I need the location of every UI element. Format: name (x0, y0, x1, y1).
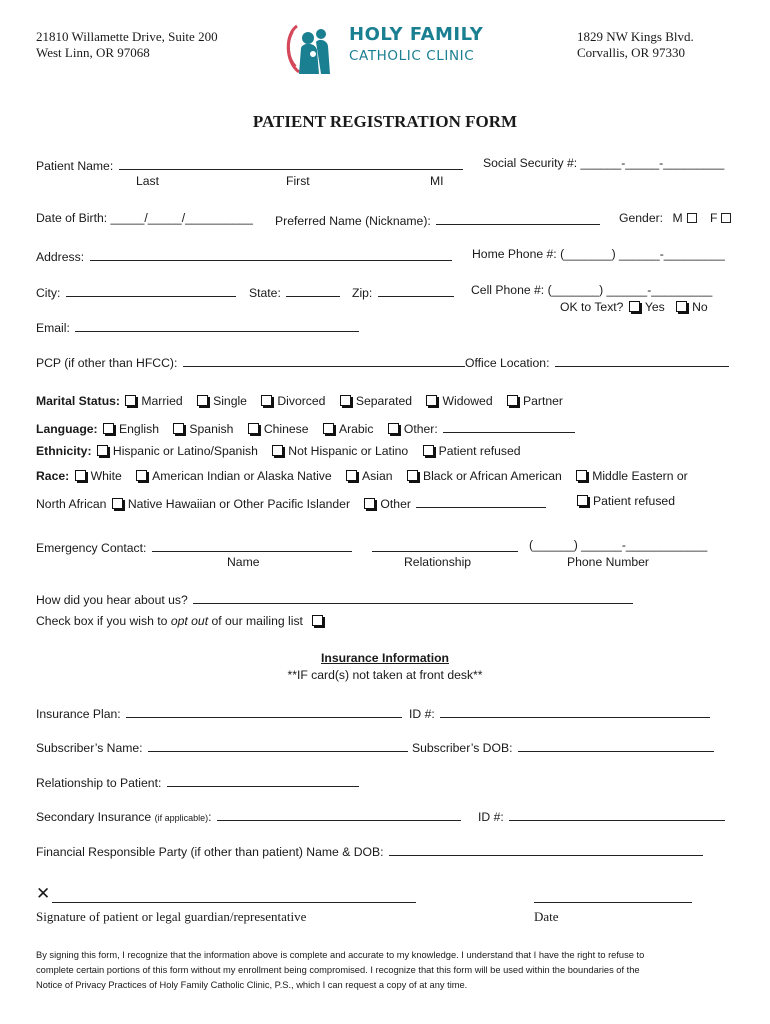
race-american-indian-label: American Indian or Alaska Native (152, 469, 332, 483)
insurance-heading: Insurance Information (321, 651, 449, 665)
marital-separated-label: Separated (355, 394, 413, 408)
language-chinese-checkbox[interactable] (248, 423, 259, 434)
ethnicity-row (36, 444, 530, 458)
emergency-phone-input[interactable]: (______) ______-____________ (529, 538, 708, 552)
hear-label: How did you hear about us? (36, 593, 188, 607)
subscriber-dob-row (412, 738, 714, 755)
signature-label: Signature of patient or legal guardian/representative (36, 909, 307, 924)
dob-row (36, 211, 253, 225)
subscriber-row (36, 738, 408, 755)
insurance-id-label: ID #: (409, 707, 435, 721)
city-input[interactable] (66, 283, 236, 297)
logo-subtitle: CATHOLIC CLINIC (349, 48, 475, 64)
subscriber-input[interactable] (148, 738, 408, 752)
sub-mi: MI (430, 174, 444, 188)
ethnicity-label: Ethnicity: (36, 444, 92, 458)
race-middle-eastern-checkbox[interactable] (576, 470, 587, 481)
address-right (577, 29, 694, 61)
insurance-id-row (409, 704, 710, 721)
address-left-line2: West Linn, OR 97068 (36, 45, 150, 60)
sub-name: Name (227, 555, 260, 569)
marital-widowed-label: Widowed (442, 394, 493, 408)
language-arabic-label: Arabic (338, 422, 374, 436)
gender-m-label: M (672, 211, 683, 225)
language-other-label: Other: (403, 422, 438, 436)
disclaimer (36, 948, 644, 993)
address-row (36, 247, 452, 264)
dob-input[interactable]: _____/_____/__________ (110, 211, 253, 225)
secondary-label: Secondary Insurance (36, 810, 152, 824)
emergency-row (36, 538, 352, 555)
cell-phone-row (471, 283, 712, 297)
ok-to-text-row (560, 300, 708, 314)
language-spanish-label: Spanish (189, 422, 234, 436)
language-spanish-checkbox[interactable] (173, 423, 184, 434)
home-phone-row (472, 247, 725, 261)
insurance-note: **IF card(s) not taken at front desk** (287, 668, 483, 682)
cell-phone-input[interactable]: (_______) ______-_________ (547, 283, 713, 297)
ethnicity-hispanic-checkbox[interactable] (97, 445, 108, 456)
marital-married-label: Married (141, 394, 183, 408)
pcp-row (36, 353, 465, 370)
marital-row (36, 394, 572, 408)
race-refused (575, 494, 675, 508)
form-title: PATIENT REGISTRATION FORM (252, 112, 518, 131)
gender-f-checkbox[interactable] (721, 213, 731, 223)
race-refused-checkbox[interactable] (577, 495, 588, 506)
optout-suffix: of our mailing list (208, 614, 303, 628)
ethnicity-refused-label: Patient refused (438, 444, 521, 458)
relationship-row (36, 773, 359, 790)
email-label: Email: (36, 321, 70, 335)
office-row (465, 353, 729, 370)
race-black-label: Black or African American (422, 469, 562, 483)
hear-row (36, 590, 633, 607)
financial-label: Financial Responsible Party (if other than patient) Name & DOB: (36, 845, 384, 859)
subscriber-dob-input[interactable] (518, 738, 714, 752)
language-other-input[interactable] (443, 419, 575, 433)
nickname-input[interactable] (436, 211, 600, 225)
emergency-relationship-line (370, 538, 518, 555)
logo-title: HOLY FAMILY (349, 24, 484, 45)
language-other-checkbox[interactable] (388, 423, 399, 434)
marital-married-checkbox[interactable] (125, 395, 136, 406)
address-left (36, 29, 218, 61)
sub-last: Last (136, 174, 160, 188)
email-row (36, 318, 359, 335)
state-label: State: (249, 286, 281, 300)
race-american-indian-checkbox[interactable] (136, 470, 147, 481)
email-input[interactable] (75, 318, 359, 332)
disclaimer-line3: Notice of Privacy Practices of Holy Family Catholic Clinic, P.S., which I can request a copy of at any time. (36, 980, 468, 990)
holy-family-emblem-icon (283, 18, 345, 78)
race-pacific-islander-checkbox[interactable] (112, 498, 123, 509)
home-phone-input[interactable]: (_______) ______-_________ (560, 247, 725, 261)
ethnicity-refused-checkbox[interactable] (423, 445, 434, 456)
subscriber-label: Subscriber’s Name: (36, 741, 143, 755)
race-pacific-islander-label: Native Hawaiian or Other Pacific Islander (127, 497, 351, 511)
hear-input[interactable] (193, 590, 633, 604)
address-right-line2: Corvallis, OR 97330 (577, 45, 685, 60)
patient-name-input[interactable] (119, 156, 463, 170)
optout-prefix: Check box if you wish to (36, 614, 171, 628)
race-other-label: Other (380, 497, 411, 511)
relationship-label: Relationship to Patient: (36, 776, 162, 790)
date-line[interactable] (534, 902, 692, 903)
text-no-checkbox[interactable] (676, 301, 687, 312)
ethnicity-not-hispanic-label: Not Hispanic or Latino (288, 444, 409, 458)
ethnicity-hispanic-label: Hispanic or Latino/Spanish (112, 444, 258, 458)
secondary-input[interactable] (217, 807, 461, 821)
gender-row (619, 211, 731, 225)
financial-input[interactable] (389, 842, 703, 856)
pcp-label: PCP (if other than HFCC): (36, 356, 178, 370)
race-row-2 (36, 494, 546, 511)
race-refused-label: Patient refused (593, 494, 675, 508)
sub-relationship: Relationship (404, 555, 472, 569)
race-north-african-label: North African (36, 497, 107, 511)
dob-label: Date of Birth: (36, 211, 108, 225)
ethnicity-not-hispanic-checkbox[interactable] (272, 445, 283, 456)
address-left-line1: 21810 Willamette Drive, Suite 200 (36, 29, 218, 44)
state-input[interactable] (286, 283, 340, 297)
race-other-checkbox[interactable] (364, 498, 375, 509)
race-asian-label: Asian (362, 469, 393, 483)
address-label: Address: (36, 250, 85, 264)
subscriber-dob-label: Subscriber’s DOB: (412, 741, 513, 755)
optout-checkbox[interactable] (312, 615, 323, 626)
patient-name-row (36, 156, 463, 173)
disclaimer-line2: complete certain portions of this form without my enrollment being compromised. I recognize that this form will be used within the boundaries of the (36, 965, 640, 975)
language-label: Language: (36, 422, 98, 436)
optout-emphasis: opt out (170, 614, 209, 628)
home-phone-label: Home Phone #: (472, 247, 557, 261)
race-white-label: White (90, 469, 122, 483)
financial-row (36, 842, 703, 859)
ok-to-text-label: OK to Text? (560, 300, 624, 314)
emergency-label: Emergency Contact: (36, 541, 147, 555)
marital-separated-checkbox[interactable] (340, 395, 351, 406)
secondary-id-row (478, 807, 725, 824)
cell-phone-label: Cell Phone #: (471, 283, 545, 297)
marital-single-checkbox[interactable] (197, 395, 208, 406)
text-no-label: No (692, 300, 708, 314)
language-english-checkbox[interactable] (103, 423, 114, 434)
marital-partner-checkbox[interactable] (507, 395, 518, 406)
race-row (36, 469, 688, 483)
optout-row (36, 614, 328, 628)
ssn-label: Social Security #: (483, 156, 578, 170)
race-middle-eastern-label: Middle Eastern or (592, 469, 688, 483)
clinic-logo (283, 18, 483, 78)
relationship-input[interactable] (167, 773, 359, 787)
race-other-input[interactable] (416, 494, 546, 508)
sub-phone-number: Phone Number (567, 555, 649, 569)
race-black-checkbox[interactable] (407, 470, 418, 481)
gender-f-label: F (709, 211, 718, 225)
insurance-plan-input[interactable] (126, 704, 402, 718)
marital-divorced-checkbox[interactable] (261, 395, 272, 406)
insurance-plan-label: Insurance Plan: (36, 707, 121, 721)
language-english-label: English (119, 422, 159, 436)
state-row (249, 283, 340, 300)
language-arabic-checkbox[interactable] (323, 423, 334, 434)
address-input[interactable] (90, 247, 452, 261)
text-yes-checkbox[interactable] (629, 301, 640, 312)
insurance-id-input[interactable] (440, 704, 710, 718)
ssn-row (483, 156, 724, 170)
language-chinese-label: Chinese (263, 422, 309, 436)
text-yes-label: Yes (644, 300, 665, 314)
secondary-row: Secondary Insurance (if applicable): (36, 807, 461, 824)
secondary-id-input[interactable] (509, 807, 725, 821)
zip-input[interactable] (378, 283, 454, 297)
address-right-line1: 1829 NW Kings Blvd. (577, 29, 694, 44)
sub-first: First (286, 174, 310, 188)
secondary-id-label: ID #: (478, 810, 504, 824)
office-label: Office Location: (465, 356, 550, 370)
race-label: Race: (36, 469, 70, 483)
marital-divorced-label: Divorced (277, 394, 326, 408)
insurance-plan-row (36, 704, 402, 721)
nickname-label: Preferred Name (Nickname): (275, 214, 431, 228)
disclaimer-line1: By signing this form, I recognize that the information above is complete and accurate to my knowledge. I understand that I have the right to refuse to (36, 950, 645, 960)
patient-name-label: Patient Name: (36, 159, 114, 173)
signature-line[interactable] (52, 902, 416, 903)
pcp-input[interactable] (183, 353, 465, 367)
race-asian-checkbox[interactable] (346, 470, 357, 481)
language-row (36, 419, 575, 436)
zip-row (352, 283, 454, 300)
city-label: City: (36, 286, 61, 300)
signature-mark: ✕ (36, 884, 51, 903)
secondary-small: (if applicable) (154, 813, 209, 823)
date-label: Date (534, 909, 559, 924)
zip-label: Zip: (352, 286, 373, 300)
marital-partner-label: Partner (523, 394, 563, 408)
marital-widowed-checkbox[interactable] (426, 395, 437, 406)
office-input[interactable] (555, 353, 729, 367)
gender-label: Gender: (619, 211, 664, 225)
city-row (36, 283, 236, 300)
race-white-checkbox[interactable] (75, 470, 86, 481)
nickname-row (275, 211, 600, 228)
ssn-input[interactable]: ______-_____-_________ (580, 156, 725, 170)
gender-m-checkbox[interactable] (687, 213, 697, 223)
emergency-relationship-input[interactable] (372, 538, 518, 552)
marital-single-label: Single (213, 394, 247, 408)
emergency-name-input[interactable] (152, 538, 352, 552)
marital-label: Marital Status: (36, 394, 120, 408)
